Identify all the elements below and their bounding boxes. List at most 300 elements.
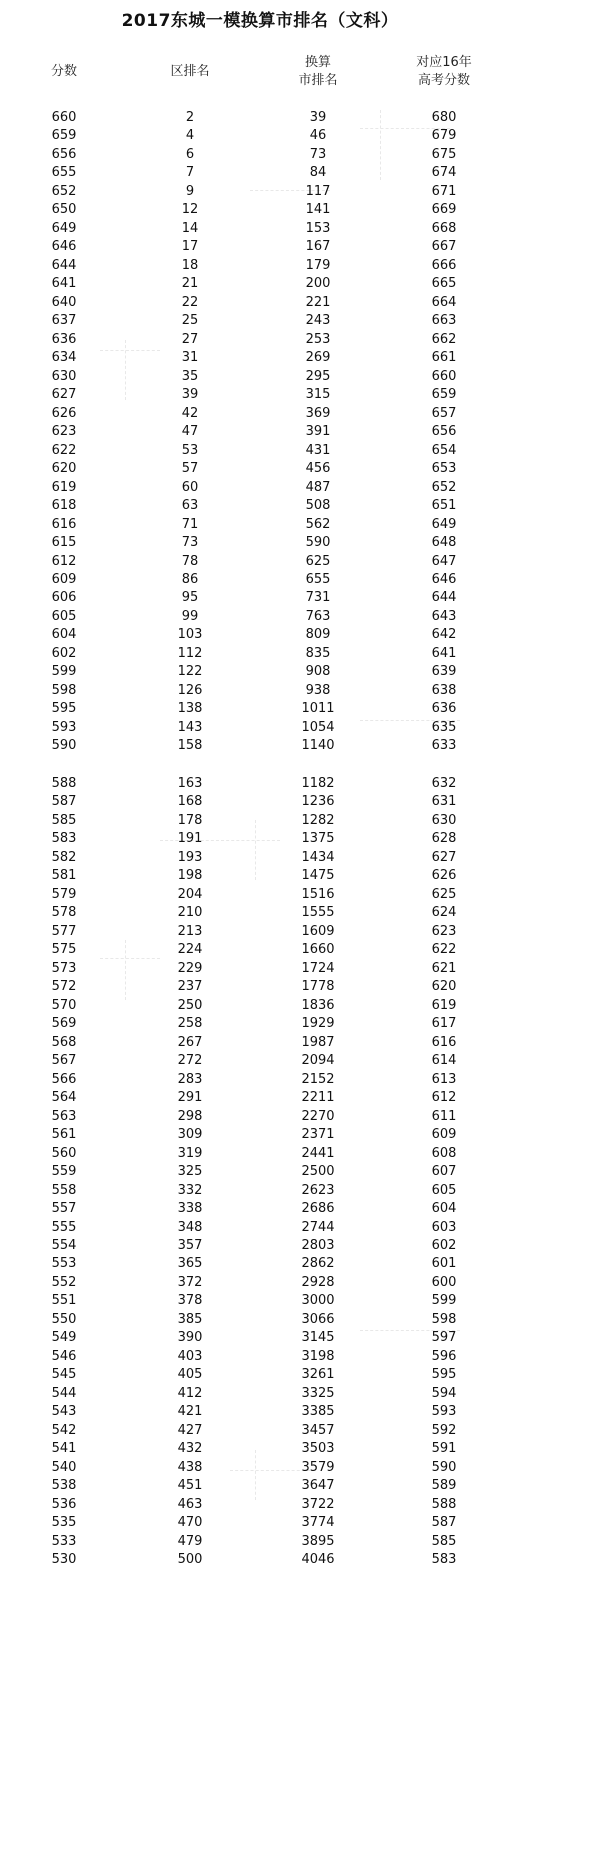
table-row [0,1440,605,1458]
equivalent-score-cell: 604 [431,1201,457,1217]
score-cell: 561 [51,1127,77,1143]
district-rank-cell: 365 [177,1256,203,1272]
city-rank-cell: 1555 [301,905,335,921]
equivalent-score-cell: 609 [431,1127,457,1143]
equivalent-score-cell: 635 [431,719,457,735]
equivalent-score-cell: 588 [431,1496,457,1512]
table-row [0,442,605,460]
score-cell: 604 [51,627,77,643]
city-rank-cell: 1660 [301,942,335,958]
district-rank-cell: 250 [177,997,203,1013]
score-cell: 644 [51,257,77,273]
table-row [0,1034,605,1052]
district-rank-cell: 272 [177,1053,203,1069]
equivalent-score-cell: 614 [431,1053,457,1069]
equivalent-score-cell: 671 [431,183,457,199]
equivalent-score-cell: 660 [431,368,457,384]
score-cell: 630 [51,368,77,384]
city-rank-cell: 1929 [301,1016,335,1032]
equivalent-score-cell: 659 [431,387,457,403]
district-rank-cell: 57 [181,461,199,477]
city-rank-cell: 4046 [301,1552,335,1568]
table-row [0,220,605,238]
table-row [0,294,605,312]
city-rank-cell: 117 [305,183,331,199]
district-rank-cell: 412 [177,1385,203,1401]
score-cell: 553 [51,1256,77,1272]
city-rank-cell: 590 [305,535,331,551]
table-row [0,626,605,644]
district-rank-cell: 390 [177,1330,203,1346]
city-rank-cell: 1054 [301,719,335,735]
equivalent-score-cell: 601 [431,1256,457,1272]
district-rank-cell: 12 [181,202,199,218]
score-cell: 536 [51,1496,77,1512]
equivalent-score-cell: 654 [431,442,457,458]
table-row [0,1292,605,1310]
score-cell: 577 [51,923,77,939]
table-row [0,516,605,534]
equivalent-score-cell: 669 [431,202,457,218]
table-row [0,1052,605,1070]
equivalent-score-cell: 628 [431,831,457,847]
city-rank-cell: 655 [305,572,331,587]
table-row [0,663,605,681]
header-equivalent-score [402,54,486,90]
city-rank-cell: 3000 [301,1293,335,1309]
district-rank-cell: 332 [177,1182,203,1198]
score-cell: 656 [51,146,77,162]
city-rank-cell: 1182 [301,776,335,791]
score-cell: 652 [51,183,77,199]
score-cell: 650 [51,202,77,218]
district-rank-cell: 378 [177,1293,203,1309]
district-rank-cell: 372 [177,1274,203,1290]
table-row [0,1219,605,1237]
table-row [0,1126,605,1144]
equivalent-score-cell: 624 [431,905,457,921]
score-cell: 598 [51,682,77,698]
city-rank-cell: 2270 [301,1108,335,1124]
district-rank-cell: 427 [177,1422,203,1438]
city-rank-cell: 1516 [301,886,335,902]
equivalent-score-cell: 598 [431,1311,457,1327]
district-rank-cell: 319 [177,1145,203,1161]
table-row [0,553,605,571]
city-rank-cell: 456 [305,461,331,477]
table-row [0,1255,605,1273]
score-cell: 549 [51,1330,77,1346]
table-row [0,386,605,404]
city-rank-cell: 315 [305,387,331,403]
city-rank-cell: 2211 [301,1090,335,1106]
table-row [0,923,605,941]
table-row [0,1145,605,1163]
table-row [0,941,605,959]
header-city-rank-line2: 市排名 [298,73,338,88]
city-rank-cell: 1987 [301,1034,335,1050]
city-rank-cell: 3145 [301,1330,335,1346]
score-cell: 575 [51,942,77,958]
table-row [0,1108,605,1126]
table-row [0,164,605,182]
city-rank-cell: 1609 [301,923,335,939]
table-row [0,1182,605,1200]
city-rank-cell: 1011 [301,701,335,717]
city-rank-cell: 295 [305,368,331,384]
score-cell: 659 [51,128,77,144]
city-rank-cell: 269 [305,350,331,366]
city-rank-cell: 908 [305,664,331,680]
equivalent-score-cell: 638 [431,682,457,698]
score-cell: 646 [51,239,77,255]
table-row [0,423,605,441]
city-rank-cell: 2686 [301,1201,335,1217]
equivalent-score-cell: 643 [431,608,457,624]
district-rank-cell: 432 [177,1441,203,1457]
score-cell: 637 [51,313,77,329]
city-rank-cell: 3261 [301,1367,335,1383]
table-row [0,127,605,145]
score-cell: 593 [51,719,77,735]
table-row [0,1533,605,1551]
score-cell: 602 [51,645,77,661]
table-row [0,719,605,737]
equivalent-score-cell: 605 [431,1182,457,1198]
city-rank-cell: 3066 [301,1311,335,1327]
city-rank-cell: 141 [305,202,331,218]
city-rank-cell: 391 [305,424,331,440]
table-row [0,700,605,718]
table-row [0,183,605,201]
city-rank-cell: 562 [305,516,331,532]
district-rank-cell: 47 [181,424,199,440]
score-cell: 588 [51,776,77,791]
table-row [0,479,605,497]
equivalent-score-cell: 639 [431,664,457,680]
table-row [0,645,605,663]
score-cell: 530 [51,1552,77,1568]
district-rank-cell: 4 [185,128,195,144]
table-row [0,1200,605,1218]
score-cell: 544 [51,1385,77,1401]
district-rank-cell: 9 [185,183,195,199]
equivalent-score-cell: 641 [431,645,457,661]
table-row [0,1274,605,1292]
score-cell: 535 [51,1515,77,1531]
score-cell: 563 [51,1108,77,1124]
city-rank-cell: 731 [305,590,331,606]
district-rank-cell: 224 [177,942,203,958]
district-rank-cell: 451 [177,1478,203,1494]
city-rank-cell: 2623 [301,1182,335,1198]
city-rank-cell: 431 [305,442,331,458]
district-rank-cell: 86 [181,572,199,587]
district-rank-cell: 122 [177,664,203,680]
table-row [0,460,605,478]
equivalent-score-cell: 600 [431,1274,457,1290]
table-row [0,1477,605,1495]
table-row [0,238,605,256]
score-cell: 573 [51,960,77,976]
equivalent-score-cell: 593 [431,1404,457,1420]
score-cell: 627 [51,387,77,403]
district-rank-cell: 53 [181,442,199,458]
score-cell: 564 [51,1090,77,1106]
equivalent-score-cell: 619 [431,997,457,1013]
city-rank-cell: 763 [305,608,331,624]
district-rank-cell: 2 [185,110,195,125]
city-rank-cell: 2441 [301,1145,335,1161]
equivalent-score-cell: 617 [431,1016,457,1032]
equivalent-score-cell: 668 [431,220,457,236]
district-rank-cell: 7 [185,165,195,181]
equivalent-score-cell: 674 [431,165,457,181]
district-rank-cell: 348 [177,1219,203,1235]
city-rank-cell: 2862 [301,1256,335,1272]
district-rank-cell: 6 [185,146,195,162]
city-rank-cell: 3198 [301,1348,335,1364]
city-rank-cell: 1375 [301,831,335,847]
equivalent-score-cell: 583 [431,1552,457,1568]
equivalent-score-cell: 590 [431,1459,457,1475]
district-rank-cell: 42 [181,405,199,421]
score-cell: 533 [51,1533,77,1549]
score-cell: 552 [51,1274,77,1290]
district-rank-cell: 193 [177,849,203,865]
city-rank-cell: 2371 [301,1127,335,1143]
table-row [0,775,605,793]
header-equivalent-line1: 对应16年 [416,55,472,70]
city-rank-cell: 369 [305,405,331,421]
score-cell: 590 [51,738,77,754]
city-rank-cell: 3503 [301,1441,335,1457]
score-cell: 546 [51,1348,77,1364]
district-rank-cell: 357 [177,1238,203,1253]
equivalent-score-cell: 589 [431,1478,457,1494]
score-cell: 583 [51,831,77,847]
score-cell: 555 [51,1219,77,1235]
district-rank-cell: 438 [177,1459,203,1475]
equivalent-score-cell: 591 [431,1441,457,1457]
equivalent-score-cell: 663 [431,313,457,329]
score-cell: 570 [51,997,77,1013]
district-rank-cell: 31 [181,350,199,366]
district-rank-cell: 198 [177,868,203,884]
city-rank-cell: 1236 [301,794,335,810]
equivalent-score-cell: 595 [431,1367,457,1383]
table-row [0,1071,605,1089]
equivalent-score-cell: 652 [431,479,457,495]
table-row [0,1089,605,1107]
equivalent-score-cell: 594 [431,1385,457,1401]
score-cell: 649 [51,220,77,236]
score-cell: 582 [51,849,77,865]
equivalent-score-cell: 662 [431,331,457,347]
score-cell: 545 [51,1367,77,1383]
city-rank-cell: 809 [305,627,331,643]
district-rank-cell: 309 [177,1127,203,1143]
equivalent-score-cell: 603 [431,1219,457,1235]
city-rank-cell: 625 [305,553,331,569]
equivalent-score-cell: 616 [431,1034,457,1050]
city-rank-cell: 3774 [301,1515,335,1531]
score-cell: 551 [51,1293,77,1309]
city-rank-cell: 1475 [301,868,335,884]
equivalent-score-cell: 644 [431,590,457,606]
table-row [0,1329,605,1347]
district-rank-cell: 338 [177,1201,203,1217]
district-rank-cell: 210 [177,905,203,921]
city-rank-cell: 508 [305,498,331,514]
score-cell: 655 [51,165,77,181]
equivalent-score-cell: 597 [431,1330,457,1346]
table-row [0,1015,605,1033]
equivalent-score-cell: 587 [431,1515,457,1531]
city-rank-cell: 938 [305,682,331,698]
city-rank-cell: 153 [305,220,331,236]
equivalent-score-cell: 608 [431,1145,457,1161]
table-row [0,275,605,293]
city-rank-cell: 1778 [301,979,335,995]
score-cell: 538 [51,1478,77,1494]
score-cell: 578 [51,905,77,921]
score-cell: 587 [51,794,77,810]
city-rank-cell: 1434 [301,849,335,865]
district-rank-cell: 112 [177,645,203,661]
table-row [0,368,605,386]
header-equivalent-line2: 高考分数 [417,73,470,88]
district-rank-cell: 258 [177,1016,203,1032]
equivalent-score-cell: 630 [431,812,457,828]
city-rank-cell: 487 [305,479,331,495]
district-rank-cell: 403 [177,1348,203,1364]
table-row [0,1496,605,1514]
equivalent-score-cell: 611 [431,1108,457,1124]
equivalent-score-cell: 607 [431,1164,457,1180]
district-rank-cell: 500 [177,1552,203,1568]
district-rank-cell: 27 [181,331,199,347]
table-row [0,737,605,755]
city-rank-cell: 39 [309,110,327,125]
equivalent-score-cell: 632 [431,776,457,791]
city-rank-cell: 1140 [301,738,335,754]
score-cell: 605 [51,608,77,624]
district-rank-cell: 213 [177,923,203,939]
score-cell: 554 [51,1238,77,1253]
table-row [0,960,605,978]
city-rank-cell: 243 [305,313,331,329]
table-row [0,867,605,885]
score-cell: 550 [51,1311,77,1327]
table-row [0,608,605,626]
table-row [0,682,605,700]
score-cell: 572 [51,979,77,995]
district-rank-cell: 291 [177,1090,203,1106]
district-rank-cell: 237 [177,979,203,995]
district-rank-cell: 143 [177,719,203,735]
table-row [0,534,605,552]
score-cell: 619 [51,479,77,495]
district-rank-cell: 21 [181,276,199,292]
score-cell: 560 [51,1145,77,1161]
equivalent-score-cell: 602 [431,1238,457,1253]
score-cell: 622 [51,442,77,458]
score-cell: 620 [51,461,77,477]
equivalent-score-cell: 620 [431,979,457,995]
equivalent-score-cell: 612 [431,1090,457,1106]
district-rank-cell: 405 [177,1367,203,1383]
city-rank-cell: 1724 [301,960,335,976]
table-row [0,1311,605,1329]
city-rank-cell: 3385 [301,1404,335,1420]
table-row [0,904,605,922]
equivalent-score-cell: 623 [431,923,457,939]
city-rank-cell: 3579 [301,1459,335,1475]
district-rank-cell: 95 [181,590,199,606]
score-cell: 609 [51,572,77,587]
district-rank-cell: 71 [181,516,199,532]
city-rank-cell: 253 [305,331,331,347]
equivalent-score-cell: 613 [431,1071,457,1087]
city-rank-cell: 1836 [301,997,335,1013]
score-cell: 660 [51,110,77,125]
district-rank-cell: 22 [181,294,199,310]
table-row [0,312,605,330]
header-city-rank [278,54,358,90]
header-score: 分数 [50,64,77,79]
district-rank-cell: 191 [177,831,203,847]
table-row [0,1163,605,1181]
score-cell: 541 [51,1441,77,1457]
city-rank-cell: 1282 [301,812,335,828]
score-cell: 623 [51,424,77,440]
equivalent-score-cell: 627 [431,849,457,865]
equivalent-score-cell: 625 [431,886,457,902]
district-rank-cell: 78 [181,553,199,569]
table-row [0,849,605,867]
equivalent-score-cell: 642 [431,627,457,643]
table-row [0,497,605,515]
equivalent-score-cell: 653 [431,461,457,477]
score-cell: 636 [51,331,77,347]
page-title: 2017东城一模换算市排名（文科） [121,11,399,31]
equivalent-score-cell: 621 [431,960,457,976]
equivalent-score-cell: 657 [431,405,457,421]
district-rank-cell: 168 [177,794,203,810]
equivalent-score-cell: 646 [431,572,457,587]
district-rank-cell: 283 [177,1071,203,1087]
district-rank-cell: 298 [177,1108,203,1124]
city-rank-cell: 73 [309,146,327,162]
district-rank-cell: 63 [181,498,199,514]
district-rank-cell: 103 [177,627,203,643]
score-cell: 634 [51,350,77,366]
score-cell: 567 [51,1053,77,1069]
score-cell: 616 [51,516,77,532]
city-rank-cell: 3722 [301,1496,335,1512]
table-row [0,1403,605,1421]
score-cell: 606 [51,590,77,606]
city-rank-cell: 2928 [301,1274,335,1290]
table-row [0,571,605,589]
city-rank-cell: 46 [309,128,327,144]
table-row [0,146,605,164]
score-cell: 559 [51,1164,77,1180]
score-cell: 599 [51,664,77,680]
table-row [0,589,605,607]
table-row [0,1514,605,1532]
